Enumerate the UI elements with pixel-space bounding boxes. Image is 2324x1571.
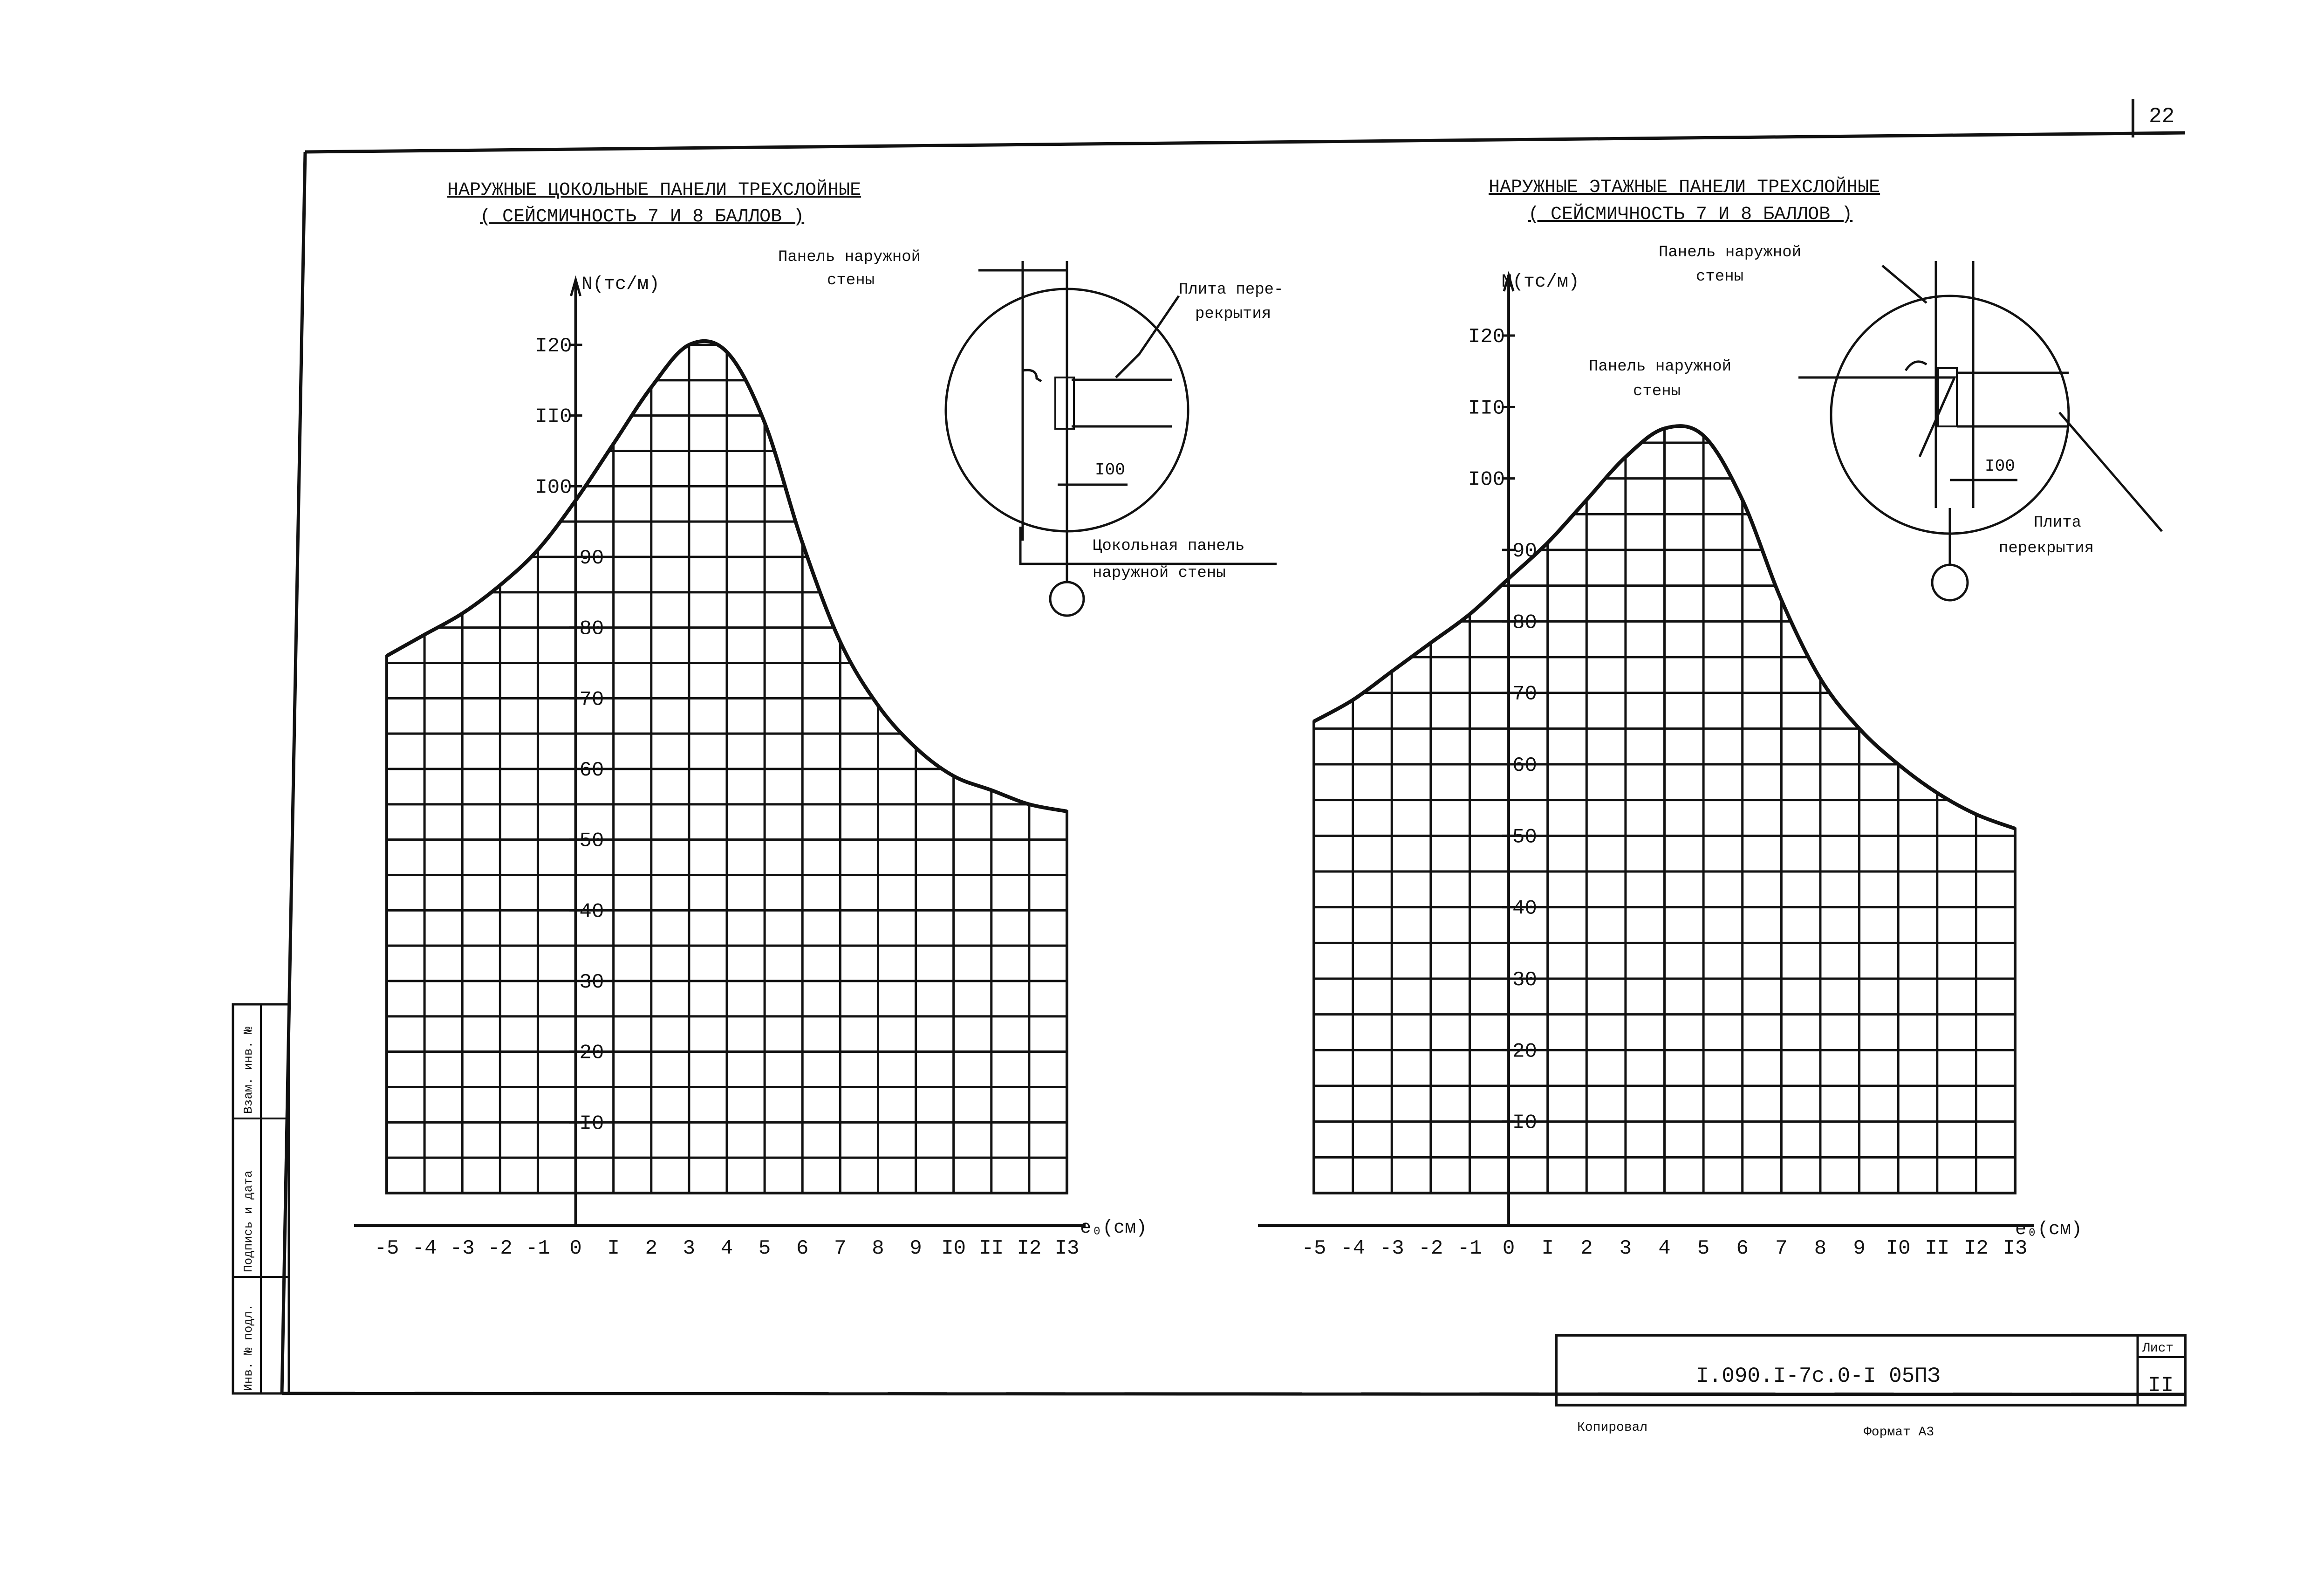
right-y-tick-label: 80 — [1512, 611, 1537, 635]
page-number: 22 — [2149, 104, 2175, 129]
left-y-tick-label: 20 — [579, 1041, 604, 1065]
left-x-tick-label: 3 — [683, 1237, 696, 1260]
right-x-tick-label: 9 — [1853, 1237, 1866, 1260]
left-detail-label-slab-line2: рекрытия — [1195, 305, 1271, 323]
left-grid — [387, 336, 1067, 1193]
left-chart-subtitle: ( СЕЙСМИЧНОСТЬ 7 И 8 БАЛЛОВ ) — [480, 206, 805, 227]
left-chart-x-label: e₀(см) — [1080, 1218, 1148, 1239]
right-grid — [1314, 326, 2015, 1193]
left-chart-y-label: N(тс/м) — [581, 274, 660, 295]
right-x-tick-label: I — [1541, 1237, 1554, 1260]
right-chart-y-label: N(тс/м) — [1501, 272, 1580, 293]
right-detail-label-mid-line2: стены — [1633, 383, 1681, 400]
left-y-tick-label: II0 — [535, 405, 572, 429]
left-x-tick-label: 9 — [909, 1237, 922, 1260]
right-detail-label-slab-line1: Плита — [2034, 514, 2082, 532]
document-code: I.090.I-7c.0-I 05ПЗ — [1696, 1364, 1941, 1388]
right-chart-title: НАРУЖНЫЕ ЭТАЖНЫЕ ПАНЕЛИ ТРЕХСЛОЙНЫЕ — [1489, 177, 1880, 198]
left-x-tick-label: 7 — [834, 1237, 847, 1260]
left-x-tick-label: 0 — [569, 1237, 582, 1260]
left-detail-label-bottom-line2: наружной стены — [1093, 564, 1226, 582]
left-x-tick-label: 8 — [872, 1237, 884, 1260]
left-detail-label-top-line2: стены — [827, 272, 875, 289]
left-y-tick-label: I0 — [579, 1112, 604, 1136]
right-detail-label-top-line1: Панель наружной — [1659, 244, 1802, 261]
left-x-tick-label: -5 — [374, 1237, 399, 1260]
right-chart-x-label: e₀(см) — [2015, 1219, 2083, 1240]
right-x-tick-label: I2 — [1963, 1237, 1989, 1260]
right-x-tick-label: -2 — [1418, 1237, 1443, 1260]
right-detail-dimension: I00 — [1985, 457, 2015, 476]
left-plot-area — [354, 280, 1086, 1260]
right-y-tick-label: I20 — [1468, 325, 1505, 349]
footer-copied-by: Копировал — [1577, 1420, 1648, 1435]
right-y-tick-label: II0 — [1468, 397, 1505, 420]
right-x-tick-label: 4 — [1658, 1237, 1671, 1260]
left-x-tick-label: I — [607, 1237, 620, 1260]
left-y-tick-label: I20 — [535, 335, 572, 358]
right-y-tick-label: I00 — [1468, 468, 1505, 492]
left-y-tick-label: 80 — [579, 617, 604, 641]
right-detail-label-top-line2: стены — [1696, 268, 1744, 286]
left-y-tick-label: 40 — [579, 900, 604, 924]
left-y-tick-label: 70 — [579, 688, 604, 712]
right-x-tick-label: 3 — [1619, 1237, 1632, 1260]
stamp-replace-label: Взам. инв. № — [241, 1026, 255, 1114]
stamp-inventory-label: Инв. № подл. — [241, 1303, 255, 1391]
right-x-tick-label: -1 — [1457, 1237, 1482, 1260]
right-detail-label-mid-line1: Панель наружной — [1589, 358, 1732, 376]
right-y-tick-label: 30 — [1512, 968, 1537, 992]
right-x-tick-label: 8 — [1814, 1237, 1827, 1260]
right-x-tick-label: 0 — [1502, 1237, 1515, 1260]
right-x-tick-label: -4 — [1340, 1237, 1366, 1260]
right-x-tick-label: I0 — [1886, 1237, 1911, 1260]
right-x-tick-label: 6 — [1736, 1237, 1749, 1260]
left-y-tick-label: 50 — [579, 829, 604, 853]
right-detail-label-slab-line2: перекрытия — [1999, 540, 2094, 557]
right-joint-detail — [1798, 261, 2162, 600]
left-detail-label-top-line1: Панель наружной — [778, 248, 921, 266]
left-x-tick-label: 6 — [796, 1237, 809, 1260]
left-y-tick-label: 90 — [579, 547, 604, 570]
right-y-tick-label: 60 — [1512, 754, 1537, 777]
right-chart-subtitle: ( СЕЙСМИЧНОСТЬ 7 И 8 БАЛЛОВ ) — [1528, 204, 1853, 225]
left-y-tick-label: I00 — [535, 476, 572, 500]
right-x-tick-label: II — [1925, 1237, 1950, 1260]
right-x-tick-label: 2 — [1580, 1237, 1593, 1260]
right-chart — [1258, 176, 2162, 1260]
left-detail-label-slab-line1: Плита пере- — [1179, 281, 1284, 299]
left-x-tick-label: -2 — [487, 1237, 513, 1260]
right-x-tick-label: 5 — [1697, 1237, 1710, 1260]
side-stamp — [233, 1004, 289, 1393]
left-x-tick-label: 4 — [720, 1237, 733, 1260]
right-y-tick-label: 70 — [1512, 682, 1537, 706]
right-y-tick-label: 40 — [1512, 897, 1537, 920]
left-x-tick-label: -1 — [526, 1237, 550, 1260]
left-chart — [354, 179, 1283, 1260]
footer-format: Формат А3 — [1864, 1425, 1934, 1440]
left-x-tick-label: I3 — [1054, 1237, 1080, 1260]
right-y-tick-label: 90 — [1512, 540, 1537, 563]
right-plot-area — [1258, 275, 2034, 1260]
left-x-tick-label: -3 — [450, 1237, 475, 1260]
right-y-tick-label: I0 — [1512, 1111, 1537, 1135]
left-x-tick-label: -4 — [412, 1237, 437, 1260]
right-x-tick-label: I3 — [2003, 1237, 2028, 1260]
left-x-tick-label: 5 — [758, 1237, 771, 1260]
right-y-tick-label: 50 — [1512, 825, 1537, 849]
left-x-tick-label: I0 — [941, 1237, 966, 1260]
left-y-tick-label: 60 — [579, 759, 604, 782]
left-x-tick-label: I2 — [1017, 1237, 1042, 1260]
right-y-tick-label: 20 — [1512, 1040, 1537, 1063]
left-detail-dimension: I00 — [1095, 460, 1125, 480]
left-y-tick-label: 30 — [579, 971, 604, 994]
right-x-tick-label: -5 — [1301, 1237, 1326, 1260]
right-x-tick-label: -3 — [1379, 1237, 1404, 1260]
left-detail-label-bottom-line1: Цокольная панель — [1093, 537, 1245, 555]
left-x-tick-label: 2 — [645, 1237, 657, 1260]
stamp-signature-label: Подпись и дата — [241, 1170, 255, 1272]
left-chart-title: НАРУЖНЫЕ ЦОКОЛЬНЫЕ ПАНЕЛИ ТРЕХСЛОЙНЫЕ — [447, 180, 861, 201]
right-x-tick-label: 7 — [1775, 1237, 1788, 1260]
sheet-value: II — [2148, 1373, 2174, 1398]
sheet-label: Лист — [2142, 1341, 2174, 1356]
left-x-tick-label: II — [979, 1237, 1004, 1260]
